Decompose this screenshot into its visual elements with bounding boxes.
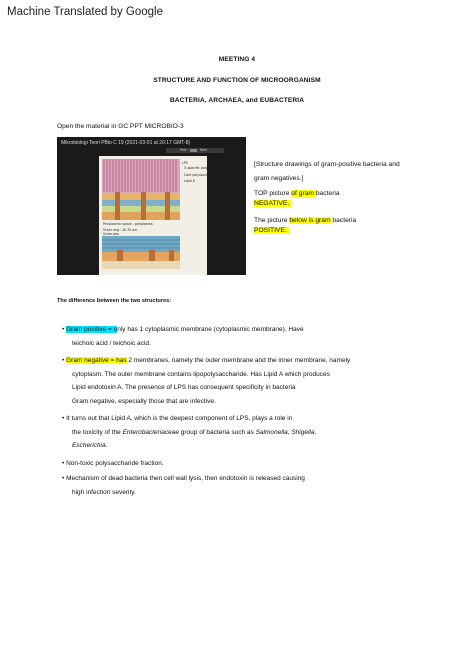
positive-label: POSITIVE.	[254, 226, 287, 234]
slide-controls	[166, 148, 224, 153]
label-gram-neg: Gram neg.: 30-70 nm	[103, 228, 138, 232]
bullet-non-toxic: • Non-toxic polysaccharide fraction.	[62, 459, 164, 467]
bullet-mechanism: • Mechanism of dead bacteria then cell wall lysis, then endotoxin is released causing	[62, 475, 305, 482]
cell-wall-diagram	[57, 156, 246, 275]
below-picture-caption: The picture below is gram bacteria	[254, 216, 357, 224]
document-title: STRUCTURE AND FUNCTION OF MICROORGANISM	[153, 77, 321, 84]
slide-next-button[interactable]: Next	[200, 148, 207, 152]
bullet-list	[62, 323, 462, 499]
bullet-lipid-a-line-2: the toxicity of the Enterobacteriaceae group of bacteria such as Salmonella, Shigella,	[72, 428, 317, 436]
slide-position-indicator	[190, 149, 197, 152]
bullet-gram-negative-line-3: Lipid endotoxin A. The presence of LPS has consequent specificity in bacteria	[72, 384, 296, 391]
slide-title: Mikrobiologi Teori PBio C 19 (2021-03-01 at 20:17 GMT-8)	[61, 140, 191, 146]
bullet-lipid-a: • It turns out that Lipid A, which is the deepest component of LPS, plays a role in	[62, 415, 293, 422]
right-column	[254, 160, 464, 235]
negative-label: NEGATIVE.	[254, 200, 290, 208]
embedded-slide-screenshot	[57, 137, 246, 275]
structure-caption-line-1: [Structure drawings of gram-positive bacteria and	[254, 161, 400, 168]
translation-banner: Machine Translated by Google	[7, 6, 163, 18]
cytoplasmic-membrane-gp	[102, 252, 180, 261]
bullet-lipid-a-line-3: Escherichia.	[72, 442, 108, 449]
label-lps: LPS	[182, 161, 188, 165]
top-picture-caption: TOP picture of gram bacteria	[254, 190, 340, 198]
difference-heading: The difference between the two structures:	[57, 298, 172, 304]
structure-caption-line-2: gram negatives.]	[254, 174, 304, 182]
slide-canvas	[57, 156, 246, 275]
bullet-gram-negative: • Gram negative = has 2 membranes, namely the outer membrane and the inner membrane, namely	[62, 357, 351, 364]
label-lipid-a: Lipid A	[184, 179, 195, 183]
intro-text: Open the material in GC PPT MICROBIO-3	[57, 123, 184, 130]
bullet-gram-negative-line-4: Gram negative, especially those that are infective.	[72, 397, 216, 405]
slide-prev-button[interactable]: Prev	[180, 148, 187, 152]
bullet-gram-positive-line-2: teichoic acid / teichoic acid.	[72, 339, 151, 347]
label-core: Core polysaccharide	[184, 173, 217, 177]
bullet-gram-negative-line-2: cytoplasm. The outer membrane contains lipopolysaccharide. Has Lipid A which produces	[72, 370, 330, 378]
label-periplasm: Periplasmic space - periplasma	[103, 222, 153, 226]
document-subtitle: BACTERIA, ARCHAEA, and EUBACTERIA	[169, 97, 305, 104]
bullet-mechanism-line-2: high infection severity.	[72, 488, 136, 496]
meeting-heading: MEETING 4	[218, 56, 256, 63]
bullet-gram-positive: • Gram positive = only has 1 cytoplasmic membrane (cytoplasmic membrane). Have	[62, 326, 304, 333]
lps-fringe	[102, 159, 180, 193]
label-gram-pos: Gram pos.	[103, 232, 120, 236]
label-o-specific: O-specific polysaccharide	[184, 166, 225, 170]
